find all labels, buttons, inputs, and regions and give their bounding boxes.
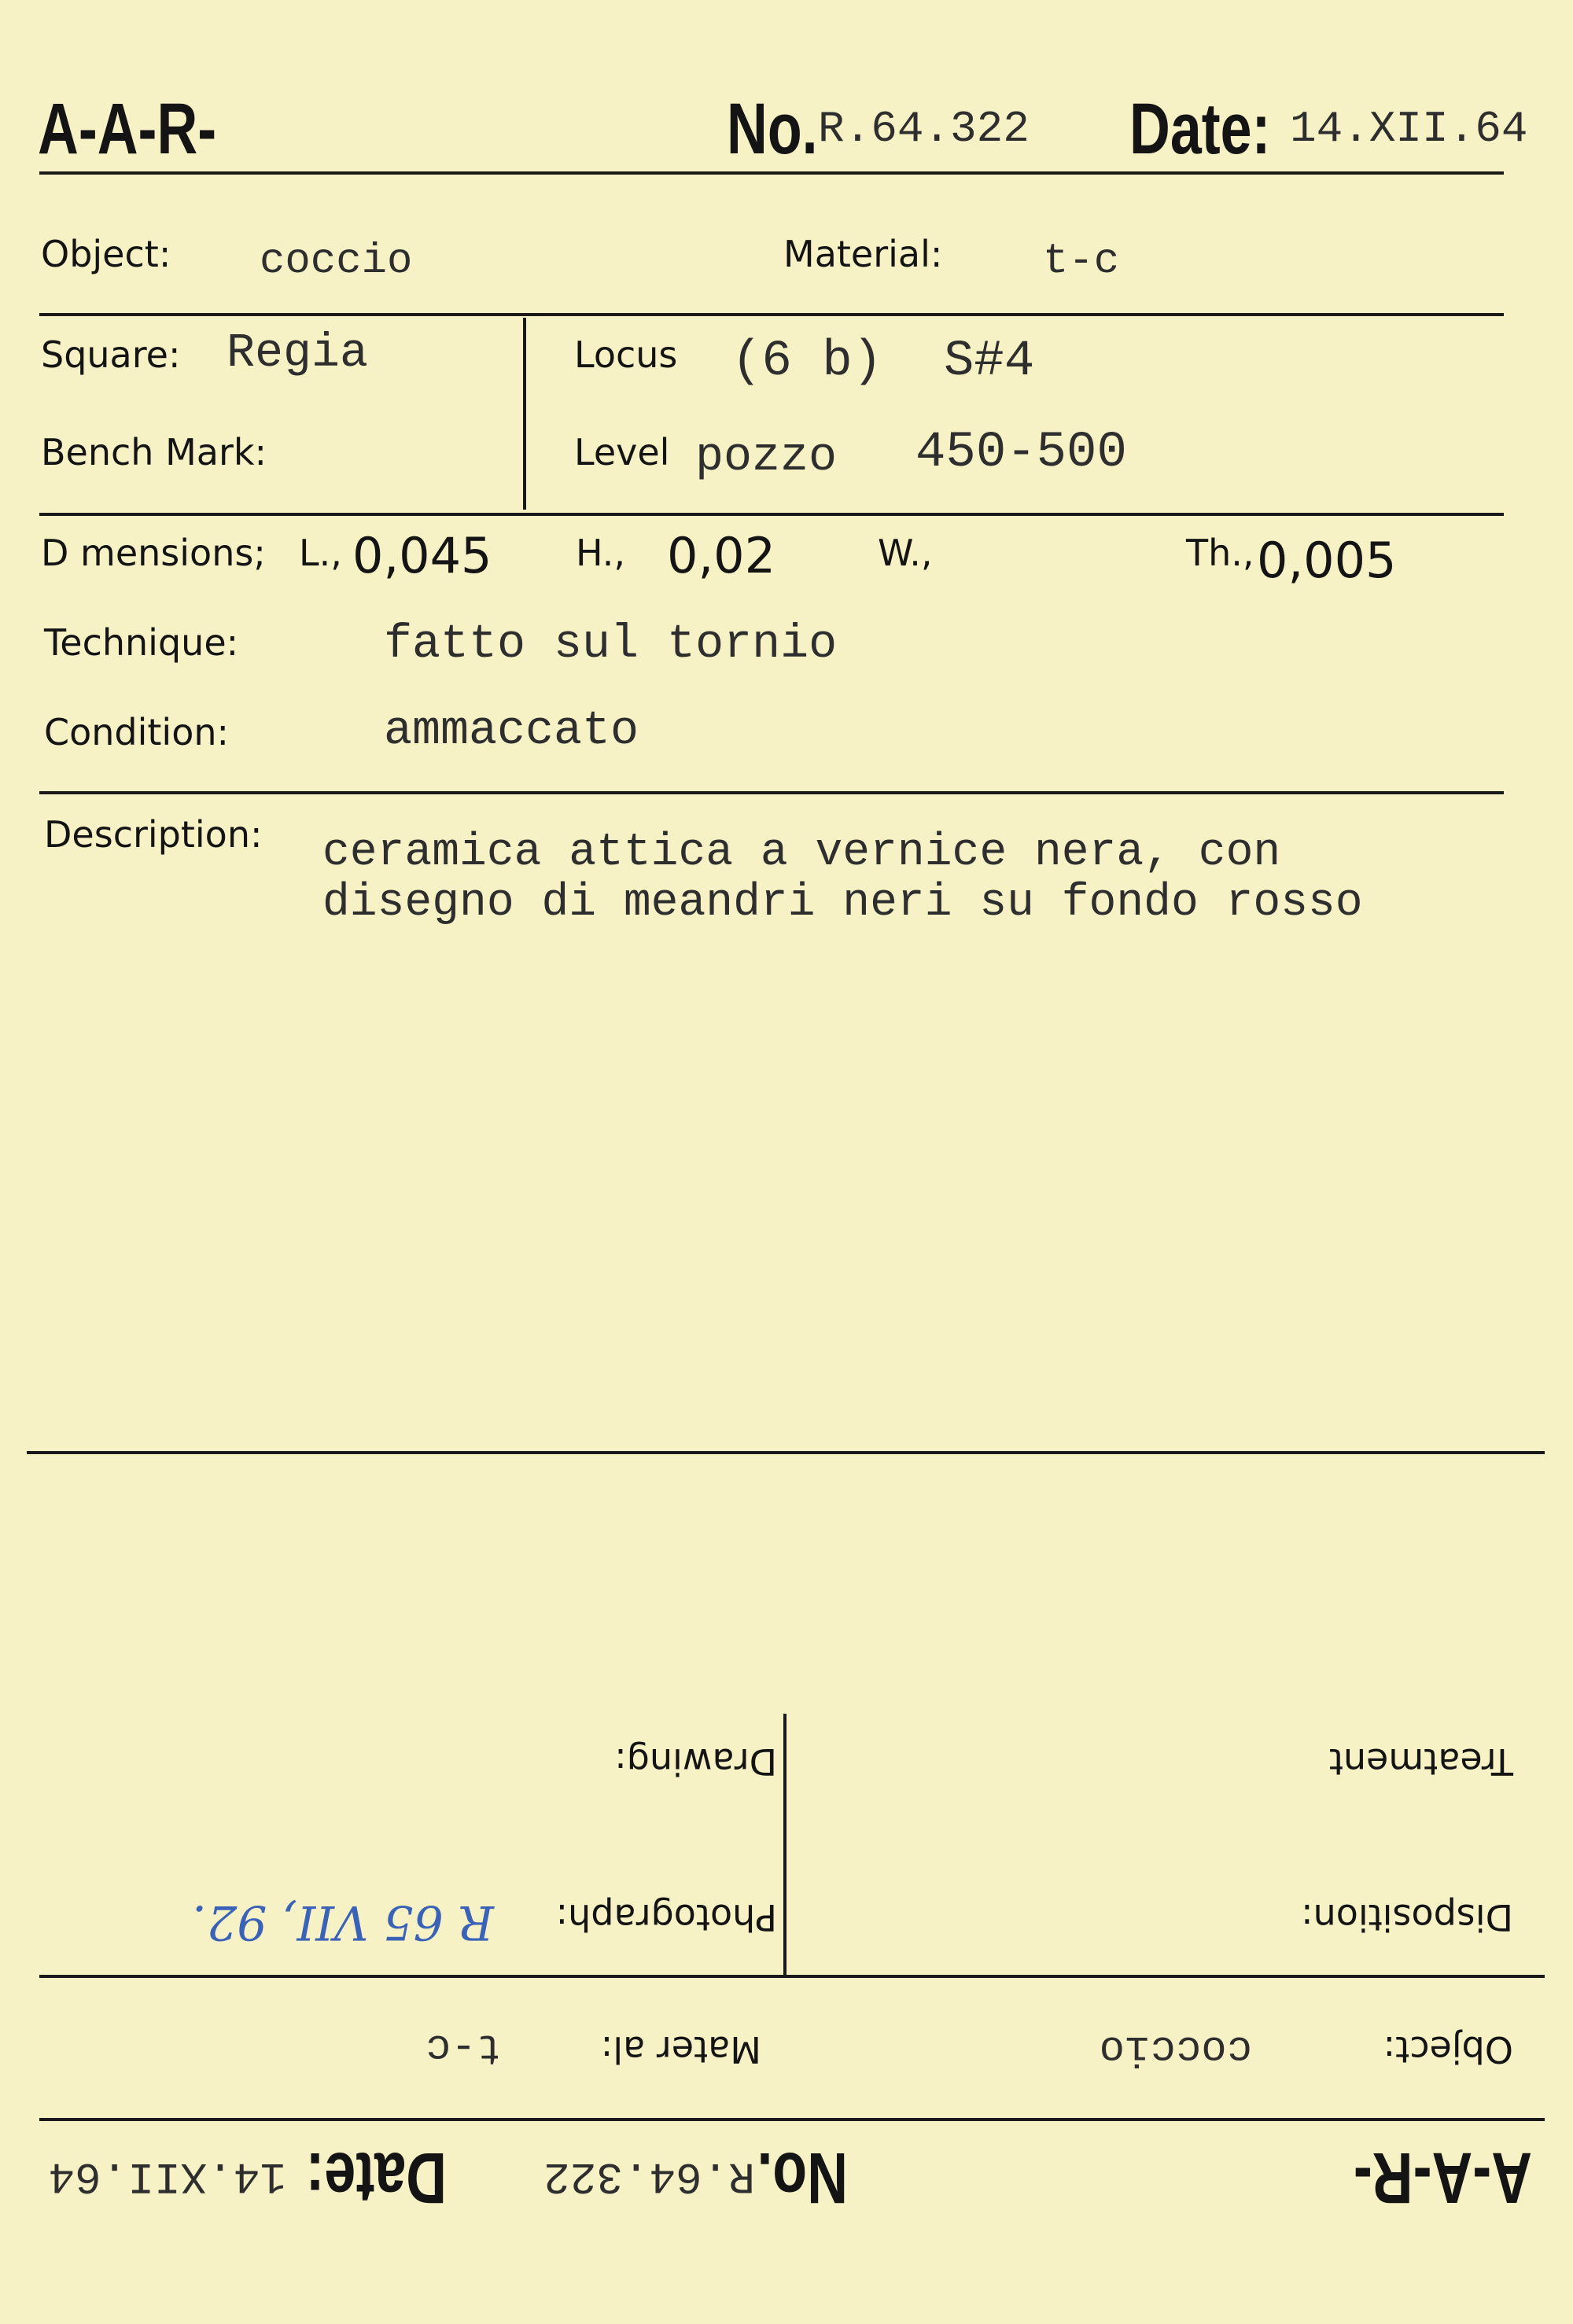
bottom-object-label: Object: <box>1383 2028 1513 2071</box>
dimensions-label: D mensions; <box>41 532 266 574</box>
height-label: H., <box>576 532 626 574</box>
condition-value: ammaccato <box>384 705 639 758</box>
bottom-date-label: Date: <box>305 2138 447 2218</box>
drawing-label: Drawing: <box>614 1740 777 1783</box>
description-line-1: ceramica attica a vernice nera, con <box>322 827 1281 878</box>
bottom-material-label: Mater al: <box>600 2028 761 2071</box>
description-label: Description: <box>44 813 263 856</box>
bottom-object-rule <box>39 1975 1545 1978</box>
locus-value: (6 b) <box>731 333 883 390</box>
thickness-value: 0,005 <box>1257 532 1397 589</box>
technique-label: Technique: <box>44 621 239 664</box>
org-mark: A-A-R- <box>38 89 217 169</box>
square-value: Regia <box>227 327 369 381</box>
level-range: 450-500 <box>915 425 1127 481</box>
photograph-label: Photograph: <box>555 1896 777 1939</box>
length-label: L., <box>299 532 342 574</box>
date-value: 14.XII.64 <box>1290 104 1528 154</box>
material-label: Material: <box>783 233 943 275</box>
date-label: Date: <box>1129 89 1271 169</box>
treatment-label: Treatment <box>1328 1740 1513 1783</box>
number-label: No. <box>727 89 818 169</box>
bench-mark-label: Bench Mark: <box>41 431 267 473</box>
thickness-label: Th., <box>1186 532 1254 574</box>
locus-label: Locus <box>574 333 678 376</box>
length-value: 0,045 <box>352 527 492 584</box>
square-label: Square: <box>41 333 181 376</box>
locus-extra: S#4 <box>944 333 1035 390</box>
bottom-date-value: 14.XII.64 <box>48 2151 286 2201</box>
number-value: R.64.322 <box>818 104 1030 154</box>
object-label: Object: <box>41 233 171 275</box>
level-label: Level <box>574 431 670 473</box>
bottom-number-label: No. <box>757 2138 848 2218</box>
condition-label: Condition: <box>44 711 230 753</box>
level-value: pozzo <box>695 431 838 484</box>
bottom-header-rule <box>39 2118 1545 2121</box>
height-value: 0,02 <box>667 527 776 584</box>
bottom-object-value: coccio <box>1099 2024 1252 2072</box>
bottom-org-mark: A-A-R- <box>1353 2138 1532 2218</box>
material-value: t-c <box>1043 238 1120 285</box>
description-line-2: disegno di meandri neri su fondo rosso <box>322 878 1363 929</box>
bottom-number-value: R.64.322 <box>543 2151 755 2201</box>
width-label: W., <box>878 532 933 574</box>
disposition-label: Disposition: <box>1301 1896 1513 1939</box>
technique-value: fatto sul tornio <box>384 618 838 672</box>
photograph-value: R 65 VII, 92. <box>192 1895 494 1950</box>
bottom-material-value: t-c <box>425 2023 502 2071</box>
bottom-top-rule <box>27 1451 1545 1454</box>
object-value: coccio <box>260 238 413 285</box>
bottom-divider <box>783 1714 786 1976</box>
